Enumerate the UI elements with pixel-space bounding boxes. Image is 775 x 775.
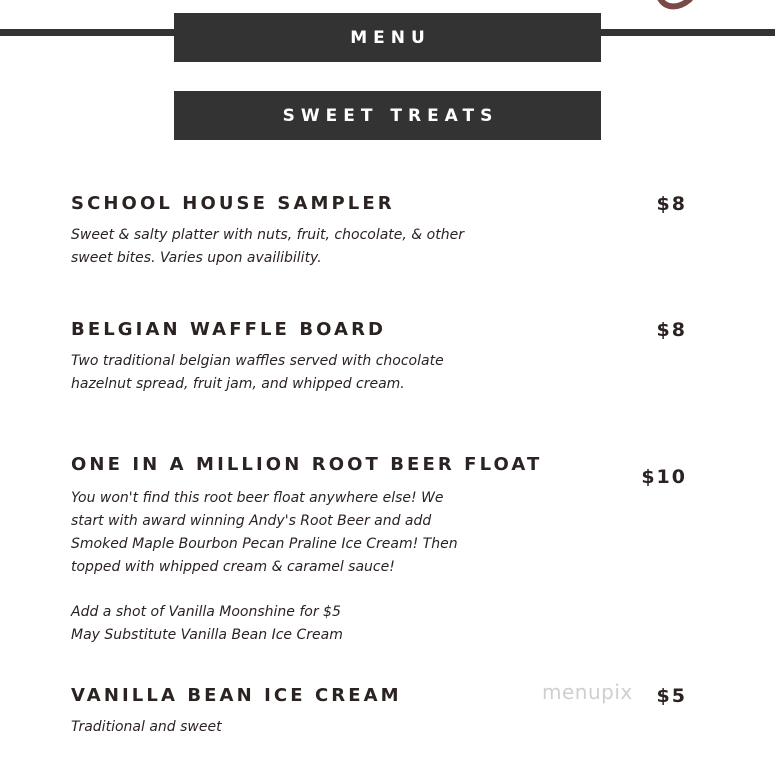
item-name: BELGIAN WAFFLE BOARD (71, 319, 387, 340)
item-description (71, 350, 491, 396)
note-line: May Substitute Vanilla Bean Ice Cream (71, 627, 343, 643)
item-price: $5 (656, 685, 687, 707)
item-price: $10 (641, 466, 687, 488)
section-title: SWEET TREATS (282, 105, 499, 126)
logo-swash-icon (655, 0, 701, 16)
description-line: Two traditional belgian waffles served with chocolate (71, 353, 444, 369)
item-price: $8 (656, 193, 687, 215)
description-line: sweet bites. Varies upon availibility. (71, 250, 322, 266)
description-line: topped with whipped cream & caramel sauce! (71, 559, 395, 575)
description-line: You won't find this root beer float anywhere else! We (71, 490, 444, 506)
description-line: hazelnut spread, fruit jam, and whipped cream. (71, 376, 405, 392)
note-line: Add a shot of Vanilla Moonshine for $5 (71, 604, 341, 620)
description-line: Traditional and sweet (71, 719, 222, 735)
description-line: Smoked Maple Bourbon Pecan Praline Ice Cream! Then (71, 536, 458, 552)
description-line: start with award winning Andy's Root Beer and add (71, 513, 432, 529)
item-name: VANILLA BEAN ICE CREAM (71, 685, 402, 706)
item-description (71, 487, 491, 579)
item-name: ONE IN A MILLION ROOT BEER FLOAT (71, 454, 543, 475)
item-price: $8 (656, 319, 687, 341)
description-line: Sweet & salty platter with nuts, fruit, chocolate, & other (71, 227, 464, 243)
item-name: SCHOOL HOUSE SAMPLER (71, 193, 395, 214)
item-description (71, 716, 491, 739)
section-banner (174, 91, 601, 140)
item-description (71, 224, 491, 270)
watermark-text: menupix (542, 680, 633, 704)
menu-banner (174, 13, 601, 62)
item-notes (71, 601, 491, 647)
menu-title: MENU (350, 27, 431, 48)
